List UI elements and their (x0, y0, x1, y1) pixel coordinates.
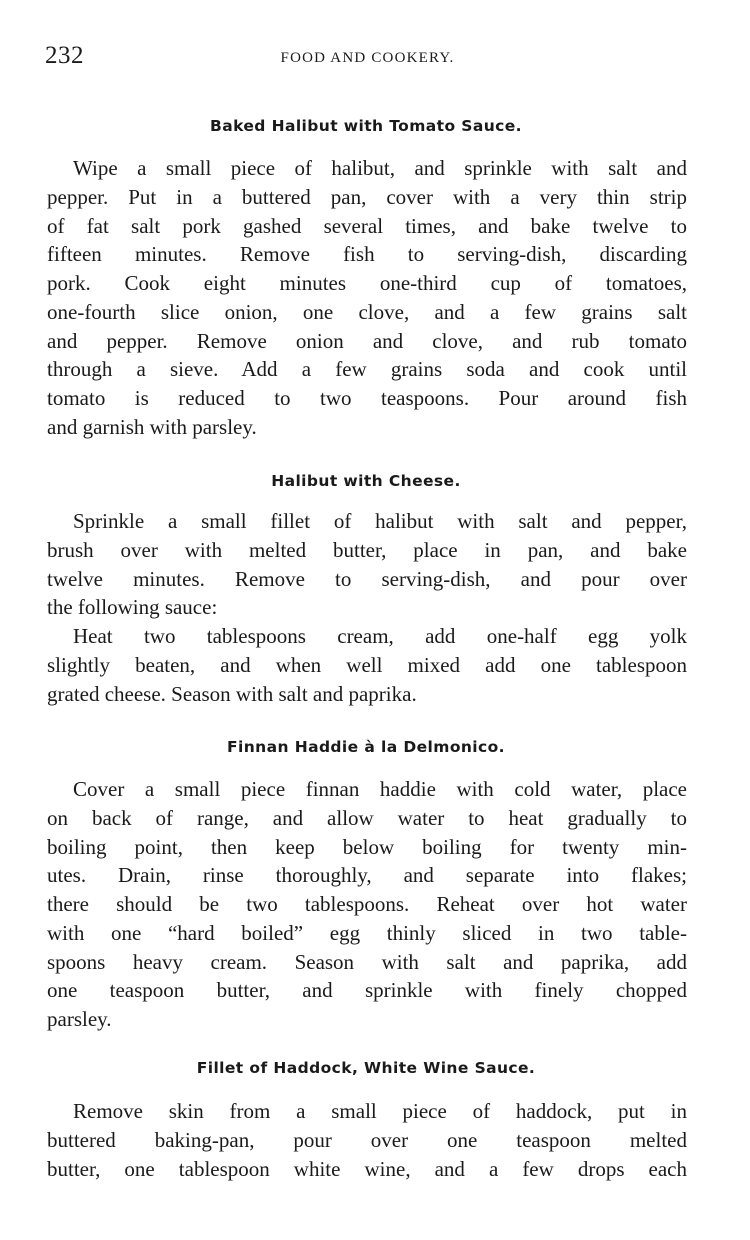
text-line: butter, one tablespoon white wine, and a few drops each (47, 1156, 687, 1181)
recipe-text-finnan-haddie (47, 775, 687, 1034)
text-line: fifteen minutes. Remove fish to serving-dish, discarding (47, 242, 687, 267)
text-line: one-fourth slice onion, one clove, and a few grains salt (47, 299, 687, 324)
recipe-text-baked-halibut (47, 154, 687, 442)
text-line: Heat two tablespoons cream, add one-half egg yolk (73, 624, 687, 648)
recipe-title-fillet-haddock: Fillet of Haddock, White Wine Sauce. (196, 1059, 536, 1077)
text-line: and pepper. Remove onion and clove, and rub tomato (47, 328, 687, 353)
recipe-text-halibut-cheese (47, 507, 687, 708)
text-line: on back of range, and allow water to heat gradually to (47, 805, 687, 830)
recipe-title-finnan-haddie: Finnan Haddie à la Delmonico. (227, 738, 505, 756)
text-line: through a sieve. Add a few grains soda and cook until (47, 357, 687, 382)
text-line: of fat salt pork gashed several times, and bake twelve to (47, 213, 687, 238)
running-title: FOOD AND COOKERY. (280, 50, 455, 66)
text-line: with one “hard boiled” egg thinly sliced in two table- (47, 920, 687, 945)
text-line: Remove skin from a small piece of haddock, put in (73, 1099, 687, 1123)
text-line: parsley. (47, 1007, 112, 1031)
text-line: and garnish with parsley. (47, 414, 257, 439)
text-line: utes. Drain, rinse thoroughly, and separate into flakes; (47, 863, 687, 888)
text-line: spoons heavy cream. Season with salt and paprika, add (47, 949, 687, 974)
text-line: pepper. Put in a buttered pan, cover with a very thin strip (47, 184, 687, 209)
text-line: Wipe a small piece of halibut, and sprinkle with salt and (73, 156, 687, 180)
text-line: one teaspoon butter, and sprinkle with finely chopped (47, 978, 687, 1003)
page-number: 232 (45, 42, 84, 69)
text-line: grated cheese. Season with salt and paprika. (47, 681, 417, 706)
text-line: tomato is reduced to two teaspoons. Pour around fish (47, 386, 687, 410)
text-line: twelve minutes. Remove to serving-dish, and pour over (47, 566, 687, 591)
text-line: Cover a small piece finnan haddie with cold water, place (73, 777, 687, 801)
text-line: there should be two tablespoons. Reheat over hot water (47, 892, 687, 916)
text-line: brush over with melted butter, place in pan, and bake (47, 537, 687, 562)
text-line: Sprinkle a small fillet of halibut with salt and pepper, (73, 509, 687, 533)
running-head (45, 42, 690, 74)
text-line: slightly beaten, and when well mixed add one tablespoon (47, 652, 687, 677)
recipe-title-halibut-cheese: Halibut with Cheese. (271, 472, 461, 490)
text-line: buttered baking-pan, pour over one teaspoon melted (47, 1127, 687, 1152)
recipe-text-fillet-haddock (47, 1097, 687, 1183)
text-line: pork. Cook eight minutes one-third cup of tomatoes, (47, 271, 687, 295)
recipe-title-baked-halibut: Baked Halibut with Tomato Sauce. (210, 117, 522, 135)
text-line: the following sauce: (47, 595, 218, 620)
text-line: boiling point, then keep below boiling for twenty min- (47, 834, 687, 859)
